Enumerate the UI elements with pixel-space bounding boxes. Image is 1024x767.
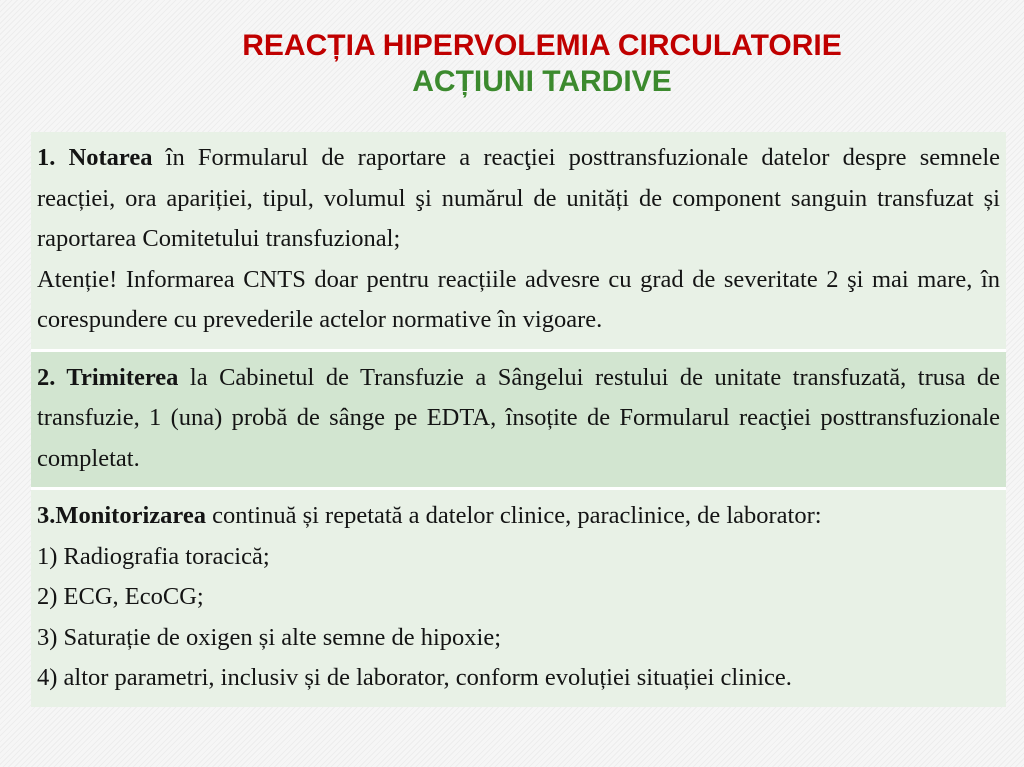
trimiterea-paragraph bbox=[37, 358, 1000, 480]
monitorizarea-text: continuă și repetată a datelor clinice, paraclinice, de laborator: bbox=[205, 502, 822, 529]
monitorizarea-heading: 3.Monitorizarea bbox=[37, 502, 206, 529]
table-row-trimiterea bbox=[31, 352, 1006, 491]
notarea-heading: 1. Notarea bbox=[37, 144, 153, 171]
list-item: 2) ECG, EcoCG; bbox=[37, 583, 204, 610]
content-table bbox=[31, 132, 1006, 707]
notarea-paragraph bbox=[37, 138, 1000, 260]
table-row-notarea bbox=[31, 132, 1006, 352]
trimiterea-heading: 2. Trimiterea bbox=[37, 363, 179, 391]
trimiterea-text: la Cabinetul de Transfuzie a Sângelui restului de unitate transfuzată, trusa de transfuzie, 1 (una) probă de sânge pe EDTA, însoțite de Formularul reacţiei posttransfuzionale completat. bbox=[37, 363, 1000, 472]
title-line-1: REACȚIA HIPERVOLEMIA CIRCULATORIE bbox=[242, 29, 842, 62]
slide-title bbox=[0, 28, 1024, 100]
monitorizarea-paragraph bbox=[37, 496, 1000, 537]
notarea-text: în Formularul de raportare a reacţiei posttransfuzionale datelor despre semnele reacției, ora apariției, tipul, volumul şi numărul de unități de component sanguin transfuzat și raportarea Comitetului transfuzional; bbox=[37, 144, 1000, 252]
title-line-2: ACȚIUNI TARDIVE bbox=[412, 65, 672, 98]
table-row-monitorizarea bbox=[31, 490, 1006, 707]
notarea-note: Atenție! Informarea CNTS doar pentru reacțiile advesre cu grad de severitate 2 şi mai mare, în corespundere cu prevederile actelor normative în vigoare. bbox=[37, 265, 1000, 333]
list-item: 4) altor parametri, inclusiv și de laborator, conform evoluției situației clinice. bbox=[37, 664, 792, 691]
list-item: 3) Saturație de oxigen și alte semne de hipoxie; bbox=[37, 623, 502, 651]
list-item: 1) Radiografia toracică; bbox=[37, 542, 270, 570]
